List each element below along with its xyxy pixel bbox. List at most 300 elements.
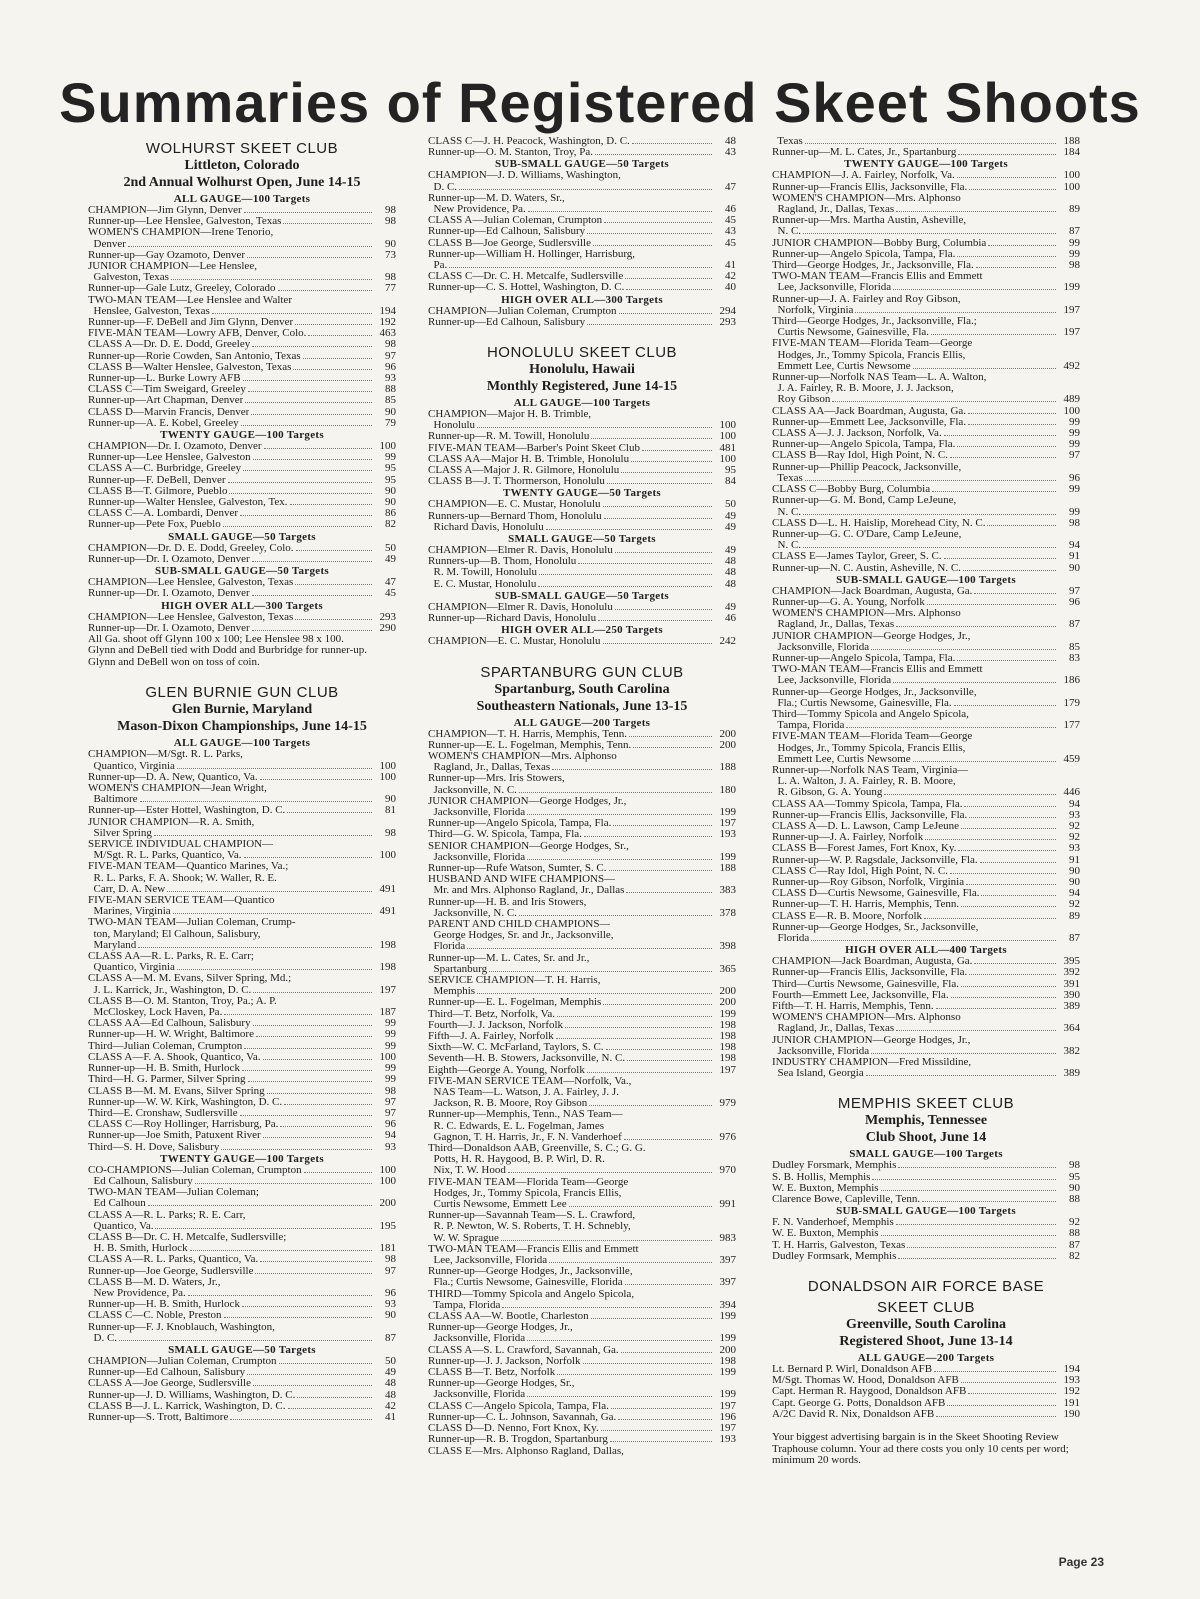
dot-leader xyxy=(957,177,1056,178)
dot-leader xyxy=(245,402,372,403)
score: 200 xyxy=(719,996,736,1009)
result-row xyxy=(428,986,736,997)
result-row xyxy=(88,817,396,828)
result-text: Norfolk, Virginia xyxy=(772,304,854,316)
result-text: Runner-up—D. A. New, Quantico, Va. xyxy=(88,771,258,783)
result-row xyxy=(428,193,736,204)
score: 188 xyxy=(719,761,736,774)
result-text: Runner-up—Ed Calhoun, Salisbury xyxy=(88,1367,246,1379)
score: 200 xyxy=(719,985,736,998)
score: 200 xyxy=(719,1343,736,1356)
gauge-header: HIGH OVER ALL—300 Targets xyxy=(161,599,323,612)
score: 193 xyxy=(719,1433,736,1446)
result-text: FIVE-MAN TEAM—Florida Team—George xyxy=(428,1176,629,1188)
result-row xyxy=(88,1288,396,1299)
result-row xyxy=(428,997,736,1008)
score: 94 xyxy=(385,1129,396,1142)
result-row xyxy=(772,338,1080,349)
result-text: CLASS A—F. A. Shook, Quantico, Va. xyxy=(88,1051,261,1063)
dot-leader xyxy=(626,892,712,893)
score: 389 xyxy=(1063,1000,1080,1013)
score: 90 xyxy=(1069,1181,1080,1194)
dot-leader xyxy=(609,870,712,871)
dot-leader xyxy=(260,779,372,780)
club-location: Honolulu, Hawaii xyxy=(529,362,635,378)
result-text: CHAMPION—M/Sgt. R. L. Parks, xyxy=(88,749,243,761)
result-row xyxy=(88,295,396,306)
score: 90 xyxy=(385,1309,396,1322)
result-text: New Providence, Pa. xyxy=(88,1287,186,1299)
result-row xyxy=(88,554,396,565)
score: 97 xyxy=(385,1106,396,1119)
dot-leader xyxy=(927,604,1056,605)
dot-leader xyxy=(252,561,372,562)
result-row xyxy=(772,182,1080,193)
dot-leader xyxy=(803,547,1056,548)
score: 198 xyxy=(719,1018,736,1031)
score: 100 xyxy=(1063,404,1080,417)
result-row xyxy=(772,597,1080,608)
dot-leader xyxy=(304,1172,372,1173)
result-row xyxy=(428,182,736,193)
score: 98 xyxy=(1069,1159,1080,1172)
gauge-header: ALL GAUGE—200 Targets xyxy=(513,716,651,729)
result-text: FIVE-MAN TEAM—Barber's Point Skeet Club xyxy=(428,442,640,454)
result-row xyxy=(428,975,736,986)
result-text: Potts, H. R. Haygood, B. P. Wirl, D. R. xyxy=(428,1154,605,1166)
result-text: SERVICE INDIVIDUAL CHAMPION— xyxy=(88,839,274,851)
score: 177 xyxy=(1063,719,1080,732)
result-row xyxy=(772,765,1080,776)
score: 199 xyxy=(719,805,736,818)
score: 979 xyxy=(719,1097,736,1110)
result-row xyxy=(772,406,1080,417)
result-text: FIVE-MAN TEAM—Quantico Marines, Va.; xyxy=(88,861,289,873)
dot-leader xyxy=(263,1137,372,1138)
score: 100 xyxy=(379,1174,396,1187)
score: 81 xyxy=(385,804,396,817)
dot-leader xyxy=(583,1363,712,1364)
dot-leader xyxy=(931,334,1056,335)
dot-leader xyxy=(119,1340,372,1341)
score: 100 xyxy=(719,419,736,432)
score: 95 xyxy=(385,473,396,486)
result-row xyxy=(772,193,1080,204)
result-text: CHAMPION—Elmer R. Davis, Honolulu xyxy=(428,545,613,557)
score: 45 xyxy=(385,587,396,600)
result-text: Runner-up—A. E. Kobel, Greeley xyxy=(88,417,239,429)
result-row xyxy=(88,373,396,384)
score: 193 xyxy=(719,828,736,841)
dot-leader xyxy=(171,279,372,280)
result-text: Runner-up—Emmett Lee, Jacksonville, Fla. xyxy=(772,416,967,428)
score: 100 xyxy=(1063,180,1080,193)
result-text: Third—H. G. Parmer, Silver Spring xyxy=(88,1074,246,1086)
dot-leader xyxy=(595,154,712,155)
result-row xyxy=(772,417,1080,428)
result-text: CLASS D—Curtis Newsome, Gainesville, Fla. xyxy=(772,888,980,900)
result-row xyxy=(772,350,1080,361)
dot-leader xyxy=(252,346,372,347)
score: 199 xyxy=(719,850,736,863)
dot-leader xyxy=(631,461,712,462)
result-text: Florida xyxy=(772,933,810,945)
result-row xyxy=(772,1012,1080,1023)
result-text: Runner-up—Lee Henslee, Galveston xyxy=(88,452,251,464)
result-text: WOMEN'S CHAMPION—Mrs. Alphonso xyxy=(772,1012,961,1024)
result-text: Ragland, Jr., Dallas, Texas xyxy=(428,762,551,774)
result-text: Sea Island, Georgia xyxy=(772,1068,864,1080)
result-text: Quantico, Va. xyxy=(88,1220,154,1232)
result-row xyxy=(428,226,736,237)
club-name: HONOLULU SKEET CLUB xyxy=(486,344,678,362)
result-text: Runner-up—F. J. Knoblauch, Washington, xyxy=(88,1321,275,1333)
result-row xyxy=(428,282,736,293)
result-row xyxy=(428,930,736,941)
result-text: CLASS D—L. H. Haislip, Morehead City, N. C. xyxy=(772,517,986,529)
score: 48 xyxy=(725,577,736,590)
result-text: CHAMPION—T. H. Harris, Memphis, Tenn. xyxy=(428,728,627,740)
result-text: Fifth—T. H. Harris, Memphis, Tenn. xyxy=(772,1001,934,1013)
result-row xyxy=(772,238,1080,249)
result-text: Runner-up—Savannah Team—S. L. Crawford, xyxy=(428,1210,636,1222)
result-row xyxy=(428,409,736,420)
result-row xyxy=(772,249,1080,260)
gauge-header: HIGH OVER ALL—300 Targets xyxy=(501,293,663,306)
score: 91 xyxy=(1069,853,1080,866)
result-row xyxy=(88,612,396,623)
result-text: Runner-up—Dr. I. Ozamoto, Denver xyxy=(88,553,250,565)
result-row xyxy=(772,1375,1080,1386)
score: 50 xyxy=(385,541,396,554)
result-row xyxy=(428,1221,736,1232)
result-text: S. B. Hollis, Memphis xyxy=(772,1171,871,1183)
result-text: Runner-up—Rorie Cowden, San Antonio, Texas xyxy=(88,350,301,362)
club-name: MEMPHIS SKEET CLUB xyxy=(837,1095,1015,1113)
dot-leader xyxy=(288,1408,372,1409)
score: 481 xyxy=(719,441,736,454)
result-text: CLASS B—J. L. Karrick, Washington, D. C. xyxy=(88,1400,286,1412)
result-text: Third—E. Cronshaw, Sudlersville xyxy=(88,1107,238,1119)
result-row xyxy=(772,619,1080,630)
section-spacer xyxy=(772,1079,1080,1091)
result-row xyxy=(88,306,396,317)
score: 195 xyxy=(379,1219,396,1232)
dot-leader xyxy=(253,1025,372,1026)
result-text: CLASS D—Marvin Francis, Denver xyxy=(88,406,250,418)
score: 40 xyxy=(725,281,736,294)
score: 293 xyxy=(379,610,396,623)
result-row xyxy=(772,1240,1080,1251)
dot-leader xyxy=(556,1038,712,1039)
result-text: Runner-up—G. A. Young, Norfolk xyxy=(772,596,925,608)
result-row xyxy=(428,1300,736,1311)
result-text: WOMEN'S CHAMPION—Mrs. Alphonso xyxy=(428,750,617,762)
result-text: Texas xyxy=(772,472,803,484)
dot-leader xyxy=(958,154,1056,155)
result-text: CLASS C—Angelo Spicola, Tampa, Fla. xyxy=(428,1400,609,1412)
result-row xyxy=(428,556,736,567)
dot-leader xyxy=(988,245,1056,246)
dot-leader xyxy=(957,256,1056,257)
dot-leader xyxy=(253,459,372,460)
result-row xyxy=(428,1255,736,1266)
dot-leader xyxy=(951,997,1056,998)
result-text: CO-CHAMPIONS—Julian Coleman, Crumpton xyxy=(88,1164,302,1176)
result-text: CLASS A—Joe George, Sudlersville xyxy=(88,1378,251,1390)
score: 49 xyxy=(725,509,736,522)
club-location: Glen Burnie, Maryland xyxy=(171,702,313,718)
result-text: CLASS A—S. L. Crawford, Savannah, Ga. xyxy=(428,1344,619,1356)
result-row xyxy=(428,204,736,215)
score: 85 xyxy=(1069,640,1080,653)
result-row xyxy=(428,908,736,919)
dot-leader xyxy=(803,514,1056,515)
result-text: CHAMPION—Julian Coleman, Crumpton xyxy=(88,1355,277,1367)
result-row xyxy=(772,495,1080,506)
result-row xyxy=(88,508,396,519)
result-text: CLASS B—Dr. C. H. Metcalfe, Sudlersville; xyxy=(88,1231,287,1243)
result-row xyxy=(88,272,396,283)
score: 73 xyxy=(385,248,396,261)
result-row xyxy=(428,317,736,328)
score: 98 xyxy=(1069,516,1080,529)
result-text: Hodges, Jr., Tommy Spicola, Francis Ellis, xyxy=(772,349,966,361)
result-row xyxy=(428,1009,736,1020)
score: 92 xyxy=(1069,831,1080,844)
result-text: Tampa, Florida xyxy=(428,1299,501,1311)
dot-leader xyxy=(267,1093,372,1094)
score: 398 xyxy=(719,940,736,953)
result-row xyxy=(772,1172,1080,1183)
result-row xyxy=(88,1187,396,1198)
result-text: W. E. Buxton, Memphis xyxy=(772,1228,879,1240)
score: 90 xyxy=(385,496,396,509)
score: 188 xyxy=(719,861,736,874)
score: 184 xyxy=(1063,146,1080,159)
result-text: Third—George Hodges, Jr., Jacksonville, Fla.; xyxy=(772,316,977,328)
dot-leader xyxy=(279,1363,372,1364)
result-text: Third—Curtis Newsome, Gainesville, Fla. xyxy=(772,978,959,990)
result-row xyxy=(772,631,1080,642)
result-row xyxy=(428,511,736,522)
page-title: Summaries of Registered Skeet Shoots xyxy=(59,71,1141,134)
dot-leader xyxy=(811,940,1056,941)
result-text: CHAMPION—Dr. I. Ozamoto, Denver xyxy=(88,441,262,453)
score: 199 xyxy=(719,1007,736,1020)
result-row xyxy=(428,919,736,930)
result-text: Quantico, Virginia xyxy=(88,760,175,772)
score: 197 xyxy=(379,983,396,996)
result-row xyxy=(88,772,396,783)
result-text: Runner-up—J. A. Fairley, Norfolk xyxy=(772,832,924,844)
score: 98 xyxy=(385,1084,396,1097)
result-text: Lee, Jacksonville, Florida xyxy=(772,282,892,294)
result-text: CHAMPION—J. D. Williams, Washington, xyxy=(428,170,621,182)
dot-leader xyxy=(247,1374,372,1375)
dot-leader xyxy=(278,290,372,291)
result-row xyxy=(88,475,396,486)
result-row xyxy=(428,897,736,908)
score: 49 xyxy=(725,544,736,557)
result-text: Dudley Formsark, Memphis xyxy=(772,1250,897,1262)
result-row xyxy=(88,463,396,474)
result-text: WOMEN'S CHAMPION—Mrs. Alphonso xyxy=(772,608,961,620)
result-text: Henslee, Galveston, Texas xyxy=(88,305,210,317)
dot-leader xyxy=(832,401,1056,402)
result-text: Fifth—J. A. Fairley, Norfolk xyxy=(428,1030,554,1042)
score: 92 xyxy=(1069,1216,1080,1229)
result-row xyxy=(772,698,1080,709)
dot-leader xyxy=(974,963,1056,964)
score: 43 xyxy=(725,225,736,238)
result-row xyxy=(428,1434,736,1445)
score: 99 xyxy=(385,1039,396,1052)
result-text: Galveston, Texas xyxy=(88,272,169,284)
dot-leader xyxy=(896,1224,1056,1225)
dot-leader xyxy=(803,233,1056,234)
result-row xyxy=(428,829,736,840)
result-row xyxy=(428,636,736,647)
score: 199 xyxy=(719,1310,736,1323)
result-text: H. B. Smith, Hurlock xyxy=(88,1243,188,1255)
note-text: All Ga. shoot off Glynn 100 x 100; Lee Henslee 98 x 100. xyxy=(88,632,344,645)
dot-leader xyxy=(501,1240,712,1241)
result-row xyxy=(88,951,396,962)
result-row xyxy=(772,687,1080,698)
gauge-header: SMALL GAUGE—50 Targets xyxy=(508,533,656,546)
result-row xyxy=(428,1210,736,1221)
score: 294 xyxy=(719,304,736,317)
score: 92 xyxy=(1069,819,1080,832)
gauge-header: SUB-SMALL GAUGE—50 Targets xyxy=(154,565,330,578)
dot-leader xyxy=(177,969,372,970)
dot-leader xyxy=(896,211,1056,212)
result-text: TWO-MAN TEAM—Francis Ellis and Emmett xyxy=(428,1243,639,1255)
dot-leader xyxy=(936,1416,1056,1417)
result-row xyxy=(428,1233,736,1244)
result-row xyxy=(88,794,396,805)
result-row xyxy=(428,1345,736,1356)
result-text: Runner-up—Ester Hottel, Washington, D. C. xyxy=(88,805,286,817)
result-row xyxy=(88,1052,396,1063)
result-row xyxy=(88,250,396,261)
dot-leader xyxy=(872,1179,1056,1180)
score: 96 xyxy=(385,1118,396,1131)
result-text: Lee, Jacksonville, Florida xyxy=(772,675,892,687)
result-row xyxy=(428,1109,736,1120)
score: 93 xyxy=(1069,808,1080,821)
dot-leader xyxy=(968,1393,1056,1394)
section-spacer xyxy=(772,1262,1080,1274)
result-text: WOMEN'S CHAMPION—Mrs. Alphonso xyxy=(772,192,961,204)
score: 194 xyxy=(1063,1363,1080,1376)
dot-leader xyxy=(260,1261,372,1262)
dot-leader xyxy=(539,574,712,575)
result-text: CHAMPION—Jack Boardman, Augusta, Ga. xyxy=(772,956,973,968)
result-row xyxy=(772,1228,1080,1239)
result-row xyxy=(428,941,736,952)
result-text: Dudley Forsmark, Memphis xyxy=(772,1160,897,1172)
score: 95 xyxy=(385,462,396,475)
dot-leader xyxy=(964,806,1056,807)
score: 87 xyxy=(1069,932,1080,945)
result-text: JUNIOR CHAMPION—George Hodges, Jr., xyxy=(428,795,627,807)
result-text: Runner-up—F. DeBell, Denver xyxy=(88,474,226,486)
result-text: CLASS C—C. Noble, Preston xyxy=(88,1310,222,1322)
score: 194 xyxy=(379,304,396,317)
result-text: TWO-MAN TEAM—Francis Ellis and Emmett xyxy=(772,271,983,283)
club-name: SKEET CLUB xyxy=(876,1299,976,1317)
result-row xyxy=(88,839,396,850)
result-row xyxy=(88,1390,396,1401)
result-text: CHAMPION—Jim Glynn, Denver xyxy=(88,205,242,216)
result-text: R. C. Edwards, E. L. Fogelman, James xyxy=(428,1120,604,1132)
result-row xyxy=(88,805,396,816)
score: 391 xyxy=(1063,977,1080,990)
result-text: FIVE-MAN SERVICE TEAM—Norfolk, Va., xyxy=(428,1075,632,1087)
result-text: Runner-up—George Hodges, Jr., Jacksonville, xyxy=(772,686,977,698)
result-row xyxy=(88,783,396,794)
gauge-header: SUB-SMALL GAUGE—50 Targets xyxy=(494,589,670,602)
result-row xyxy=(428,454,736,465)
dot-leader xyxy=(633,747,712,748)
result-text: Runner-up—M. D. Waters, Sr., xyxy=(428,192,565,204)
result-row xyxy=(428,762,736,773)
result-text: CLASS AA—Tommy Spicola, Tampa, Fla. xyxy=(772,798,963,810)
result-row xyxy=(88,418,396,429)
result-text: CHAMPION—Jack Boardman, Augusta, Ga. xyxy=(772,585,973,597)
score: 90 xyxy=(1069,876,1080,888)
result-text: Runner-up—William H. Hollinger, Harrisburg, xyxy=(428,248,636,260)
result-text: Runner-up—Gay Ozamoto, Denver xyxy=(88,249,246,261)
dot-leader xyxy=(805,480,1056,481)
dot-leader xyxy=(256,1036,372,1037)
result-text: Runner-up—C. S. Hottel, Washington, D. C. xyxy=(428,282,625,294)
dot-leader xyxy=(589,1105,712,1106)
result-text: CLASS AA—R. L. Parks, R. E. Carr; xyxy=(88,951,254,963)
result-text: CLASS B—Walter Henslee, Galveston, Texas xyxy=(88,361,292,373)
score: 100 xyxy=(379,770,396,783)
result-row xyxy=(88,861,396,872)
score: 99 xyxy=(1069,427,1080,440)
result-text: Jacksonville, Florida xyxy=(428,851,526,863)
result-text: CLASS B—M. M. Evans, Silver Spring xyxy=(88,1085,265,1097)
dot-leader xyxy=(244,1048,372,1049)
result-text: Runner-up—E. L. Fogelman, Memphis, Tenn. xyxy=(428,739,632,751)
dot-leader xyxy=(584,836,712,837)
result-text: HUSBAND AND WIFE CHAMPIONS— xyxy=(428,874,616,886)
result-text: New Providence, Pa. xyxy=(428,204,526,216)
dot-leader xyxy=(913,368,1056,369)
result-row xyxy=(428,1020,736,1031)
dot-leader xyxy=(980,862,1056,863)
result-row xyxy=(428,1311,736,1322)
result-row xyxy=(772,484,1080,495)
dot-leader xyxy=(587,1072,712,1073)
result-text: CLASS A—R. L. Parks; R. E. Carr, xyxy=(88,1209,246,1221)
result-text: R. P. Newton, W. S. Roberts, T. H. Schnebly, xyxy=(428,1221,631,1233)
score: 970 xyxy=(719,1164,736,1177)
result-text: TWO-MAN TEAM—Francis Ellis and Emmett xyxy=(772,664,983,676)
result-row xyxy=(88,1063,396,1074)
result-row xyxy=(772,1160,1080,1171)
result-text: W. E. Buxton, Memphis xyxy=(772,1182,879,1194)
result-text: Runner-up—S. Trott, Baltimore xyxy=(88,1411,229,1423)
result-text: Runner-up—M. L. Cates, Sr. and Jr., xyxy=(428,952,590,964)
result-text: Runner-up—R. B. Trogdon, Spartanburg xyxy=(428,1434,608,1446)
result-row xyxy=(88,407,396,418)
